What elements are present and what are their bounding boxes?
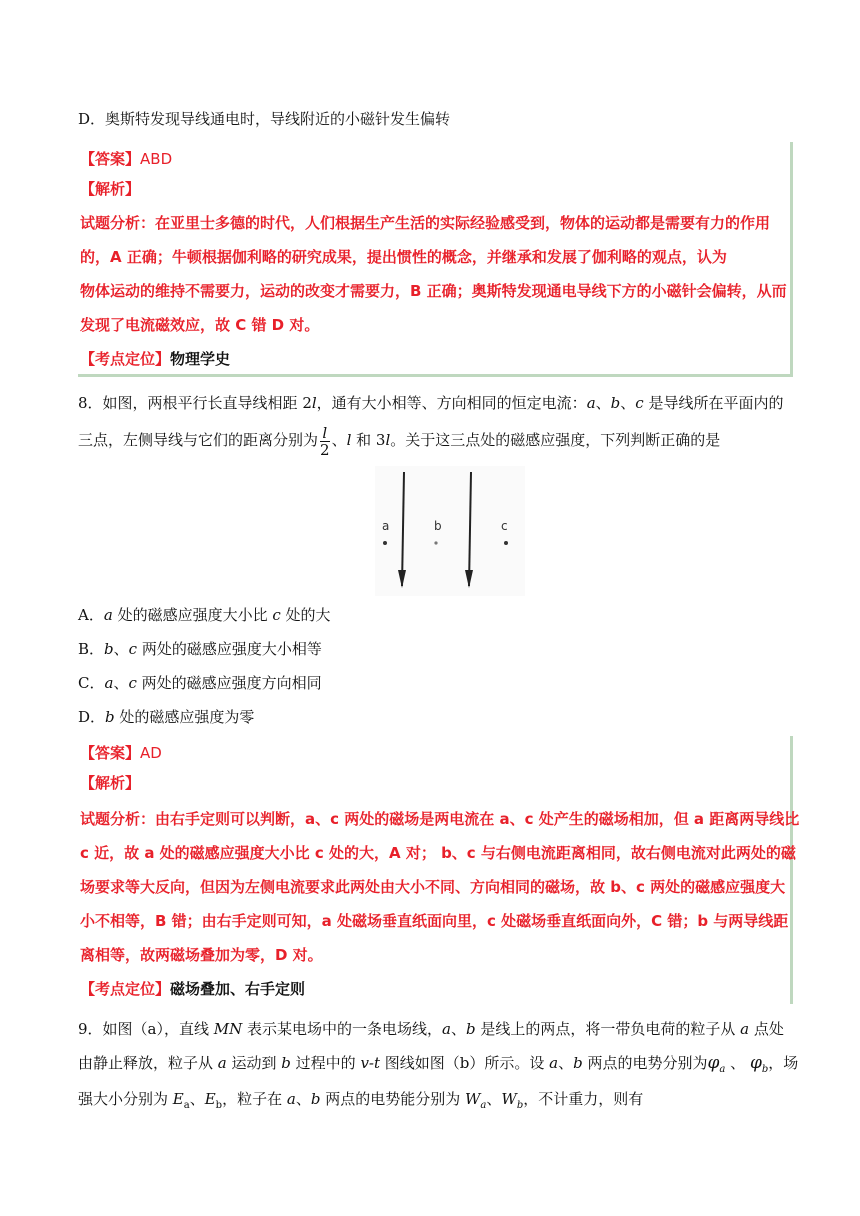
q7-point-key: 【考点定位】 bbox=[80, 350, 171, 368]
point-a-dot bbox=[383, 541, 387, 545]
q7-answer-key: 【答案】 bbox=[80, 150, 141, 168]
point-c-dot bbox=[504, 541, 508, 545]
q8-analysis-line-1: 试题分析：由右手定则可以判断，a、c 两处的磁场是两电流在 a、c 处产生的磁场相加，但 a 距离两导线比 bbox=[80, 810, 800, 828]
q7-analysis-line-3: 物体运动的维持不需要力，运动的改变才需要力，B 正确；奥斯特发现通电导线下方的小磁针会偏转，从而 bbox=[80, 282, 787, 300]
q8-stem-line-2: 三点，左侧导线与它们的距离分别为 $\frac{l}{2}$ 、l 和 3l。关于这三点处的磁感应强度，下列判断正确的是 bbox=[78, 423, 721, 459]
q7-point-value: 物理学史 bbox=[170, 350, 231, 368]
q8-analysis-line-3: 场要求等大反向，但因为左侧电流要求此两处由大小不同、方向相同的磁场，故 b、c 两处的磁感应强度大 bbox=[80, 878, 786, 896]
q8-stem-line-1: 8．如图，两根平行长直导线相距 2l，通有大小相等、方向相同的恒定电流：a、b、c 是导线所在平面内的 bbox=[78, 394, 784, 412]
q8-analysis-line-4: 小不相等，B 错；由右手定则可知，a 处磁场垂直纸面向里，c 处磁场垂直纸面向外，C 错；b 与两导线距 bbox=[80, 912, 789, 930]
q8-answer-value: AD bbox=[140, 744, 162, 762]
q7-option-d: D．奥斯特发现导线通电时，导线附近的小磁针发生偏转 bbox=[78, 110, 451, 128]
q9-stem-line-1: 9．如图（a），直线 MN 表示某电场中的一条电场线，a、b 是线上的两点，将一带负电荷的粒子从 a 点处 bbox=[78, 1020, 784, 1038]
q8-answer-key: 【答案】 bbox=[80, 744, 141, 762]
q8-analysis-line-5: 离相等，故两磁场叠加为零，D 对。 bbox=[80, 946, 323, 964]
q8-option-a: A．a 处的磁感应强度大小比 c 处的大 bbox=[78, 606, 331, 624]
q7-answer bbox=[80, 148, 172, 170]
q8-answer bbox=[80, 742, 162, 764]
point-b-dot bbox=[434, 541, 437, 544]
q9-stem-line-2: 由静止释放，粒子从 a 运动到 b 过程中的 v-t 图线如图（b）所示。设 a、b 两点的电势分别为$\varphi_a$ 、 $\varphi_b$，场 bbox=[78, 1053, 799, 1075]
q8-option-c: C．a、c 两处的磁感应强度方向相同 bbox=[78, 674, 322, 692]
q7-analysis-line-1: 试题分析：在亚里士多德的时代，人们根据生产生活的实际经验感受到，物体的运动都是需要有力的作用 bbox=[80, 214, 771, 232]
q7-answer-value: ABD bbox=[140, 150, 173, 168]
q7-point bbox=[80, 348, 230, 370]
q8-analysis-key: 【解析】 bbox=[80, 774, 141, 792]
q8-analysis-line-2: c 近，故 a 处的磁感应强度大小比 c 处的大，A 对； b、c 与右侧电流距离相同，故右侧电流对此两处的磁 bbox=[80, 844, 796, 862]
q8-point-key: 【考点定位】 bbox=[80, 980, 171, 998]
q8-option-d: D．b 处的磁感应强度为零 bbox=[78, 708, 255, 726]
point-label-a: a bbox=[382, 519, 390, 533]
point-label-b: b bbox=[434, 519, 442, 533]
q9-stem-line-3: 强大小分别为 $E_a$、$E_b$，粒子在 a、b 两点的电势能分别为 $W_a$、$W_b$，不计重力，则有 bbox=[78, 1090, 644, 1111]
q8-point bbox=[80, 978, 305, 1000]
q7-analysis-key: 【解析】 bbox=[80, 180, 141, 198]
fraction-l-over-2: $\frac{l}{2}$ bbox=[320, 423, 330, 459]
q7-analysis-line-2: 的，A 正确；牛顿根据伽利略的研究成果，提出惯性的概念，并继承和发展了伽利略的观点，认为 bbox=[80, 248, 727, 266]
q8-option-b: B．b、c 两处的磁感应强度大小相等 bbox=[78, 640, 322, 658]
q8-point-value: 磁场叠加、右手定则 bbox=[170, 980, 306, 998]
q8-wire-figure bbox=[375, 466, 525, 596]
point-label-c: c bbox=[501, 519, 508, 533]
q7-analysis-line-4: 发现了电流磁效应，故 C 错 D 对。 bbox=[80, 316, 320, 334]
